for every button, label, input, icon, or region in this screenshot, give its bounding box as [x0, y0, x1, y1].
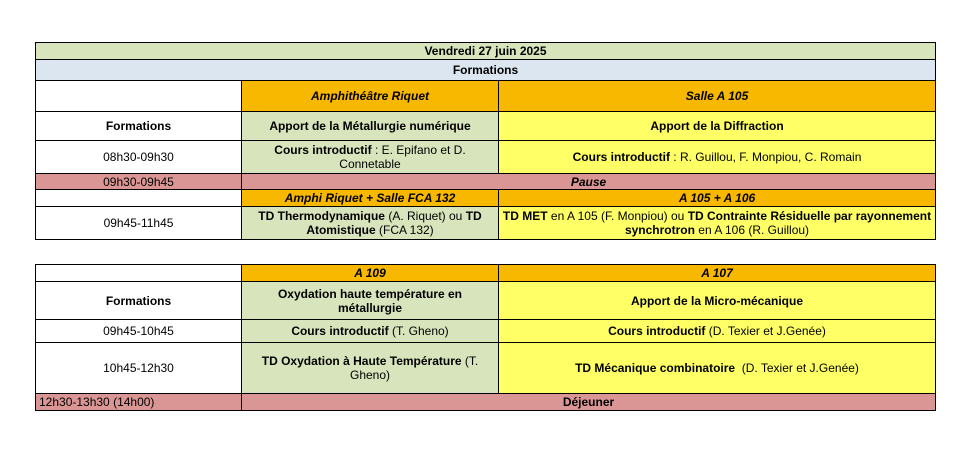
room2-right-header: A 105 + A 106 [499, 190, 936, 207]
room-left-header: A 109 [242, 265, 499, 282]
td-left-text: (T. Gheno) [349, 354, 479, 382]
empty-cell [36, 190, 242, 207]
pause-time: 09h30-09h45 [36, 174, 242, 190]
room2-left-header: Amphi Riquet + Salle FCA 132 [242, 190, 499, 207]
td-right-bold-1: TD MET [502, 209, 548, 223]
td-left-cell [242, 207, 499, 240]
intro-right-text: : R. Guillou, F. Monpiou, C. Romain [669, 150, 862, 164]
room-left-header: Amphithéâtre Riquet [242, 81, 499, 112]
intro-left-cell [242, 320, 499, 343]
td-right-cell [499, 343, 936, 394]
intro-right-cell [499, 320, 936, 343]
intro-right-cell [499, 141, 936, 174]
intro-left-bold: Cours introductif [274, 143, 372, 157]
td-right-text: (D. Texier et J.Genée) [735, 361, 859, 375]
intro-left-bold: Cours introductif [291, 324, 389, 338]
pause-label: Pause [242, 174, 936, 190]
td-right-text-2: en A 106 (R. Guillou) [694, 223, 810, 237]
td-left-text-1: (A. Riquet) ou [384, 209, 466, 223]
room-right-header: Salle A 105 [499, 81, 936, 112]
td-left-text-2: (FCA 132) [375, 223, 434, 237]
empty-cell [36, 81, 242, 112]
schedule-table-second [35, 264, 936, 411]
formations-label: Formations [36, 112, 242, 141]
td-right-cell [499, 207, 936, 240]
td-right-text-1: en A 105 (F. Monpiou) ou [547, 209, 688, 223]
formations-label: Formations [36, 282, 242, 320]
lunch-label: Déjeuner [242, 394, 936, 411]
td-left-cell [242, 343, 499, 394]
day-title: Vendredi 27 juin 2025 [36, 43, 936, 60]
intro-left-cell [242, 141, 499, 174]
intro-right-text: (D. Texier et J.Genée) [705, 324, 826, 338]
time-cell: 08h30-09h30 [36, 141, 242, 174]
formation-right-title: Apport de la Micro-mécanique [499, 282, 936, 320]
td-right-bold: TD Mécanique combinatoire [575, 361, 736, 375]
td-left-bold-2: TD Atomistique [306, 209, 482, 237]
td-left-bold: TD Oxydation à Haute Température [261, 354, 462, 368]
intro-right-bold: Cours introductif [572, 150, 670, 164]
intro-left-text: (T. Gheno) [388, 324, 449, 338]
formation-left-title: Apport de la Métallurgie numérique [242, 112, 499, 141]
empty-cell [36, 265, 242, 282]
time-cell: 09h45-11h45 [36, 207, 242, 240]
intro-left-text: : E. Epifano et D. Connetable [339, 143, 466, 171]
td-left-bold-1: TD Thermodynamique [258, 209, 385, 223]
intro-right-bold: Cours introductif [608, 324, 706, 338]
section-title: Formations [36, 60, 936, 81]
time-cell: 10h45-12h30 [36, 343, 242, 394]
lunch-time: 12h30-13h30 (14h00) [36, 394, 242, 411]
formation-right-title: Apport de la Diffraction [499, 112, 936, 141]
time-cell: 09h45-10h45 [36, 320, 242, 343]
td-right-bold-2: TD Contrainte Résiduelle par rayonnement synchrotron [624, 209, 932, 237]
room-right-header: A 107 [499, 265, 936, 282]
formation-left-title: Oxydation haute température en métallurgie [242, 282, 499, 320]
schedule-table-morning [35, 42, 936, 240]
